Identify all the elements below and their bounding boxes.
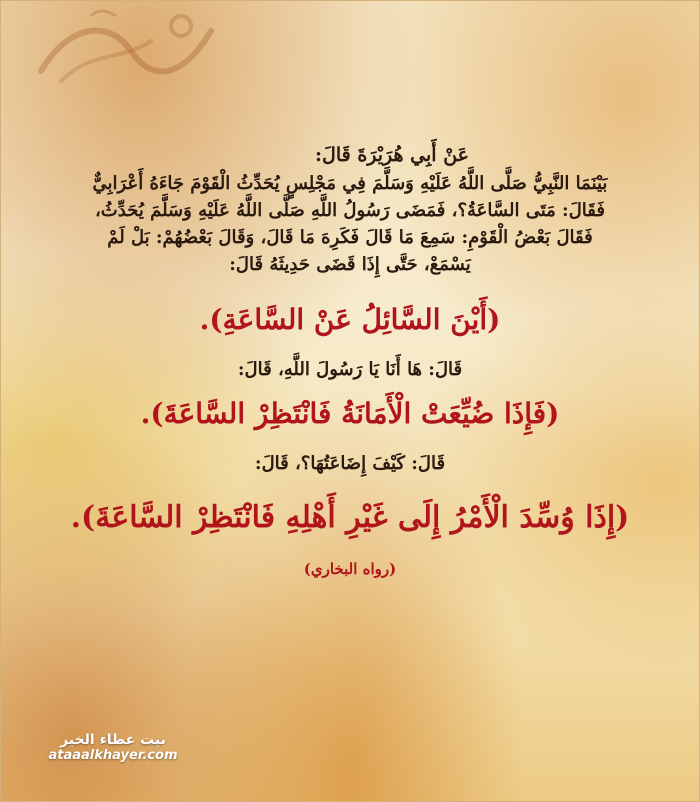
narrator-line: عَنْ أَبِي هُرَيْرَةَ قَالَ: [315, 144, 469, 166]
calligraphy-decoration-icon [31, 1, 231, 91]
brand-url: ataaalkhayer.com [48, 748, 178, 763]
site-brand [43, 732, 183, 763]
speaker-line-1: قَالَ: هَا أَنَا يَا رَسُولَ اللَّهِ، قَالَ: [237, 359, 463, 380]
prophet-quote-2: (فَإِذَا ضُيِّعَتْ الْأَمَانَةُ فَانْتَظِرْ السَّاعَةَ). [140, 397, 560, 430]
hadith-source: (رواه البخاري) [303, 560, 397, 578]
body-line-4: يَسْمَعْ، حَتَّى إِذَا قَضَى حَدِيثَهُ قَالَ: [229, 254, 471, 275]
hadith-text [41, 141, 659, 593]
speaker-line-2: قَالَ: كَيْفَ إِضَاعَتُهَا؟، قَالَ: [254, 453, 446, 474]
body-line-1: بَيْنَمَا النَّبِيُّ صَلَّى اللَّهُ عَلَيْهِ وَسَلَّمَ فِي مَجْلِسٍ يُحَدِّثُ الْقَوْمَ جَاءَهُ أَعْرَابِيٌّ [92, 173, 608, 194]
prophet-quote-1: (أَيْنَ السَّائِلُ عَنْ السَّاعَةِ). [199, 303, 501, 336]
brand-arabic-name: بيت عطاء الخير [60, 732, 166, 748]
body-line-3: فَقَالَ بَعْضُ الْقَوْمِ: سَمِعَ مَا قَالَ فَكَرِهَ مَا قَالَ، وَقَالَ بَعْضُهُمْ: بَلْ لَمْ [107, 227, 593, 248]
body-line-2: فَقَالَ: مَتَى السَّاعَةُ؟، فَمَضَى رَسُولُ اللَّهِ صَلَّى اللَّهُ عَلَيْهِ وَسَلَّمَ يُحَدِّثُ، [95, 200, 605, 221]
prophet-quote-3: (إِذَا وُسِّدَ الْأَمْرُ إِلَى غَيْرِ أَهْلِهِ فَانْتَظِرْ السَّاعَةَ). [70, 500, 630, 535]
